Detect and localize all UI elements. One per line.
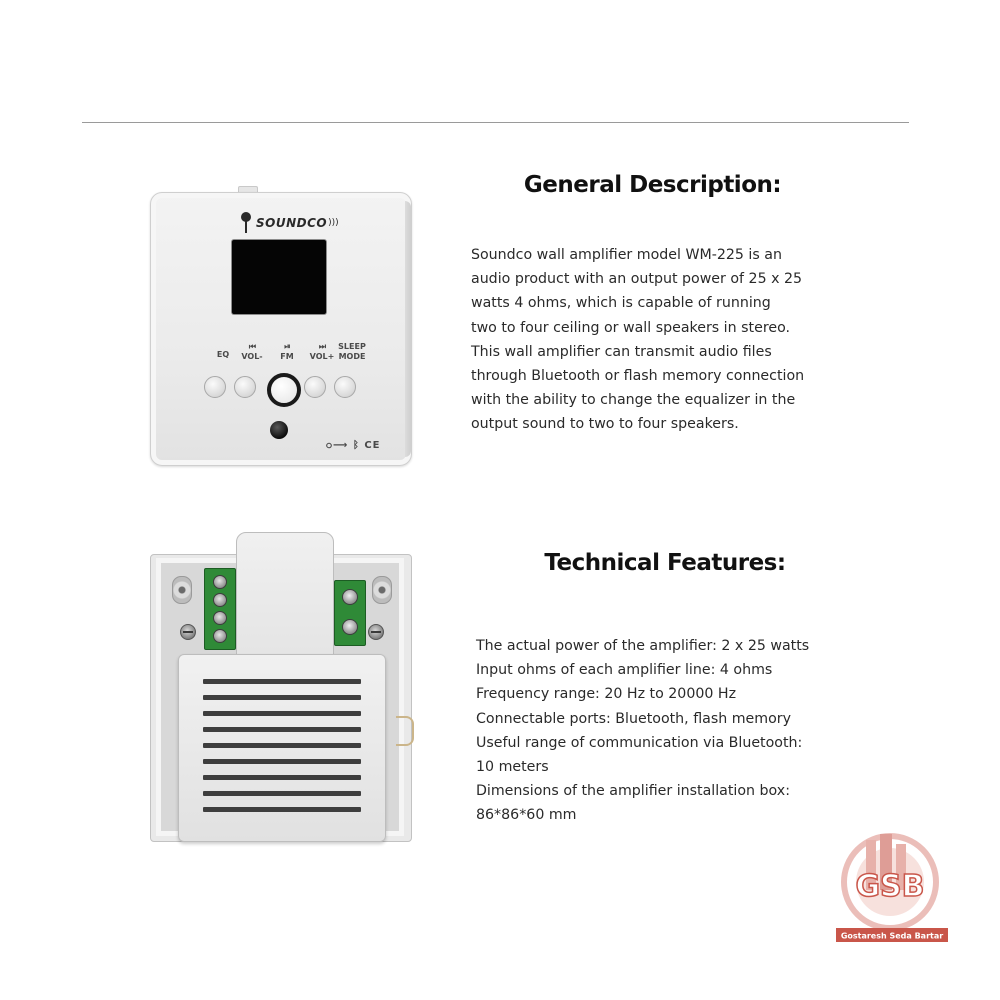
wire-loop [396,716,414,746]
screw-right [368,624,384,640]
label-fm: ⏯ FM [267,342,307,362]
amplifier-front-image [150,192,410,464]
speaker-terminal-block-left [204,568,236,650]
screw-left [180,624,196,640]
rear-housing [236,532,334,664]
sleep-mode-button [334,376,356,398]
next-icon: ⏭ [318,342,326,351]
usb-icon: ⭘⟶ [326,440,353,451]
vol-minus-button [234,376,256,398]
gsb-letters: GSB [855,869,925,904]
general-description-heading: General Description: [523,172,782,198]
gsb-caption: Gostaresh Seda Bartar [840,931,944,941]
ir-sensor [270,421,288,439]
play-pause-icon: ⏯ [284,342,290,351]
vol-plus-button [304,376,326,398]
amplifier-back-image [150,532,412,842]
gsb-watermark-logo [826,830,956,948]
bluetooth-icon: ᛒ [352,440,360,451]
feature-line: 10 meters [476,759,549,776]
power-terminal-block-right [334,580,366,646]
microphone-icon [238,212,254,234]
feature-line: Dimensions of the amplifier installation box: [476,783,790,800]
ce-mark: CE [364,440,381,451]
feature-line: The actual power of the amplifier: 2 x 25 watts [476,638,810,654]
feature-line: Input ohms of each amplifier line: 4 ohms [476,662,773,679]
technical-features-heading: Technical Features: [544,550,786,576]
feature-line: 86*86*60 mm [476,807,577,824]
display-screen [232,240,326,314]
label-eq: EQ [216,350,230,359]
label-sleep-mode: SLEEP MODE [338,342,366,361]
top-divider [82,122,909,123]
vent-grille-housing [178,654,386,842]
brand-name: SOUNDCO [256,216,328,230]
fm-play-button [267,373,301,407]
label-vol-minus: ⏮ VOL- [232,342,272,362]
eq-button [204,376,226,398]
general-description-text: Soundco wall amplifier model WM-225 is an audio product with an output power of 25 x 25 watts 4 ohms, which is capable of running two to four ceiling or wall speakers in stereo. This wall amplifier can transmit audio files through Bluetooth or flash memory connection with the ability to change the equalizer in the output sound to two to four speakers. [471,247,805,433]
brand-logo [238,212,339,234]
mount-hole-top-right [372,576,392,604]
technical-features-list [476,634,876,828]
label-vol-plus: ⏭ VOL+ [302,342,342,362]
wireless-waves-icon: ))) [328,218,339,228]
previous-icon: ⏮ [248,342,256,351]
certification-marks [326,440,380,451]
mount-hole-top-left [172,576,192,604]
feature-line: Connectable ports: Bluetooth, flash memory [476,710,791,727]
feature-line: Frequency range: 20 Hz to 20000 Hz [476,686,737,703]
feature-line: Useful range of communication via Bluetooth: [476,734,803,751]
